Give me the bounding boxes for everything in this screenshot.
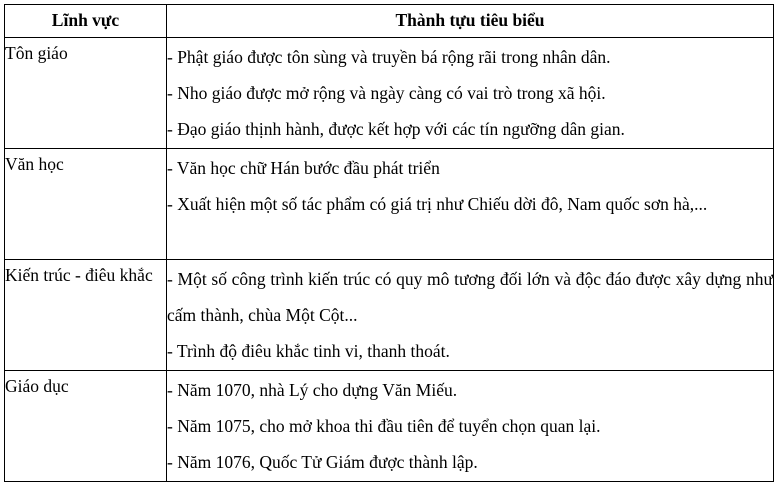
achievement-line: - Một số công trình kiến trúc có quy mô tương đối lớn và độc đáo được xây dựng như cấm thành, chùa Một Cột... [167,269,773,325]
row-content-cell [167,371,774,482]
achievement-line: - Xuất hiện một số tác phẩm có giá trị như Chiếu dời đô, Nam quốc sơn hà,... [167,194,708,214]
header-achievements: Thành tựu tiêu biểu [167,5,774,38]
row-field-label: Kiến trúc - điêu khắc [5,265,153,285]
achievement-line: - Văn học chữ Hán bước đầu phát triển [167,158,440,178]
row-field-cell [5,371,167,482]
achievement-line: - Phật giáo được tôn sùng và truyền bá rộng rãi trong nhân dân. [167,47,611,67]
row-content-cell [167,149,774,260]
achievement-line: - Năm 1076, Quốc Tử Giám được thành lập. [167,452,478,472]
achievement-line: - Đạo giáo thịnh hành, được kết hợp với các tín ngưỡng dân gian. [167,119,625,139]
row-field-cell [5,260,167,371]
achievement-line: - Năm 1070, nhà Lý cho dựng Văn Miếu. [167,380,458,400]
row-field-cell [5,149,167,260]
table-row [5,371,774,482]
achievement-line: - Nho giáo được mở rộng và ngày càng có vai trò trong xã hội. [167,83,606,103]
achievements-table [4,4,774,482]
table-row [5,149,774,260]
row-field-label: Giáo dục [5,376,69,396]
header-field: Lĩnh vực [5,5,167,38]
header-row [5,5,774,38]
achievement-line: - Năm 1075, cho mở khoa thi đầu tiên để tuyển chọn quan lại. [167,416,601,436]
row-content-cell [167,260,774,371]
table-row [5,38,774,149]
row-field-label: Văn học [5,154,64,174]
table-row [5,260,774,371]
row-field-cell [5,38,167,149]
row-content-cell [167,38,774,149]
achievement-line: - Trình độ điêu khắc tinh vi, thanh thoát. [167,341,450,361]
row-field-label: Tôn giáo [5,43,68,63]
